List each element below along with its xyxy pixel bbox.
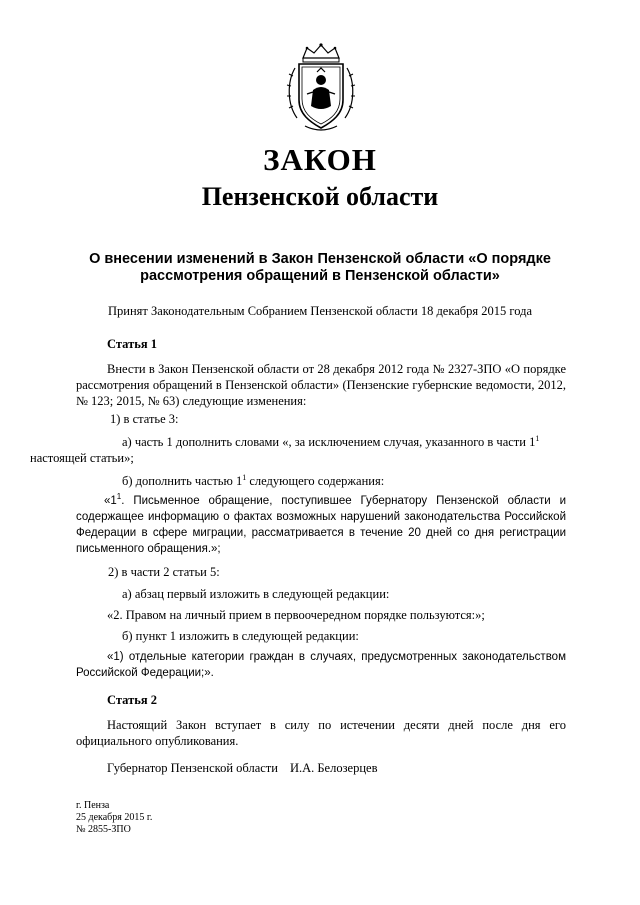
item-1a-text: а) часть 1 дополнить словами «, за исключением случая, указанного в части 1 bbox=[122, 435, 536, 449]
item-1b bbox=[122, 473, 384, 489]
signature-block bbox=[107, 760, 377, 776]
quote-1-prefix: «1 bbox=[104, 495, 117, 507]
article-2-text: Настоящий Закон вступает в силу по истечении десяти дней после дня его официального опубликования. bbox=[76, 718, 566, 748]
quote-1-text: . Письменное обращение, поступившее Губернатору Пензенской области и содержащее информацию о фактах возможных нарушений законодательства Российской Федерации в сфере миграции, рассматривается в течение 20 дней со дня регистрации письменного обращения.»; bbox=[76, 495, 566, 555]
governor-position: Губернатор Пензенской области bbox=[107, 761, 278, 775]
item-1: 1) в статье 3: bbox=[110, 412, 179, 426]
item-2a: а) абзац первый изложить в следующей редакции: bbox=[122, 587, 390, 601]
item-2: 2) в части 2 статьи 5: bbox=[108, 565, 220, 579]
item-1b-text: б) дополнить частью 1 bbox=[122, 474, 243, 488]
coat-of-arms-icon bbox=[283, 42, 359, 134]
law-subject-line-1: О внесении изменений в Закон Пензенской области «О порядке bbox=[89, 251, 551, 267]
footer-law-number: № 2855-ЗПО bbox=[76, 824, 131, 835]
footer-date: 25 декабря 2015 г. bbox=[76, 812, 153, 823]
item-1a bbox=[30, 434, 566, 466]
footer-city: г. Пенза bbox=[76, 800, 110, 811]
quote-2: «2. Правом на личный прием в первоочередном порядке пользуются:»; bbox=[107, 608, 485, 622]
law-subject-line-2: рассмотрения обращений в Пензенской области» bbox=[140, 268, 500, 284]
quote-1-paragraph bbox=[76, 493, 566, 557]
article-2-heading: Статья 2 bbox=[107, 693, 157, 707]
quote-3: «1) отдельные категории граждан в случаях, предусмотренных законодательством Российской Федерации;». bbox=[76, 651, 566, 679]
item-2b: б) пункт 1 изложить в следующей редакции: bbox=[122, 629, 359, 643]
article-1-intro: Внести в Закон Пензенской области от 28 декабря 2012 года № 2327-ЗПО «О порядке рассмотрения обращений в Пензенской области» (Пензенские губернские ведомости, 2012, № 123; 2015, № 63) следующие изменения: bbox=[76, 362, 566, 408]
item-1a-continuation: настоящей статьи»; bbox=[30, 451, 134, 465]
governor-name: И.А. Белозерцев bbox=[289, 761, 378, 775]
quote-1-superscript: 1 bbox=[116, 492, 122, 501]
article-1-heading: Статья 1 bbox=[107, 337, 157, 351]
item-1b-text-end: следующего содержания: bbox=[246, 474, 385, 488]
item-1b-superscript: 1 bbox=[242, 473, 247, 482]
law-subject-title bbox=[80, 251, 560, 285]
document-type-title: ЗАКОН bbox=[263, 142, 377, 177]
adoption-statement: Принят Законодательным Собранием Пензенской области 18 декабря 2015 года bbox=[107, 304, 533, 318]
item-1a-superscript: 1 bbox=[535, 434, 540, 443]
region-title: Пензенской области bbox=[201, 182, 439, 211]
